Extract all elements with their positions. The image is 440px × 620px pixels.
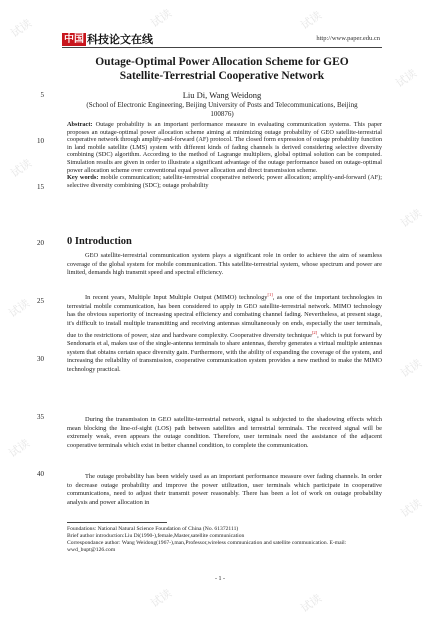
footnote-correspondence: Correspondance author: Wang Weidong(1967-),man,Professor,wireless communication and satellite communication. E-mail: wwd_bupt@126.com	[67, 540, 347, 553]
affiliation	[62, 101, 382, 118]
authors: Liu Di, Wang Weidong	[182, 90, 262, 100]
watermark: 试读	[398, 206, 425, 231]
watermark: 试读	[298, 591, 325, 616]
site-logo[interactable]	[62, 32, 153, 46]
line-number: 15	[37, 183, 44, 191]
citation-2[interactable]: [2]	[311, 329, 318, 335]
footnotes	[67, 526, 382, 554]
section-heading: 0 Introduction	[67, 236, 132, 247]
watermark: 试读	[6, 296, 33, 321]
watermark: 试读	[398, 356, 425, 381]
logo-black-text: 科技论文在线	[87, 32, 153, 46]
watermark: 试读	[8, 16, 35, 41]
keywords-paragraph	[67, 174, 382, 189]
footnote-author: Brief author introduction:Liu Di(1990-),female,Master,satellite communication	[67, 533, 245, 539]
footnote-foundation: Foundations: National Natural Science Foundation of China (No. 61372111)	[67, 526, 239, 532]
line-number: 35	[37, 413, 44, 421]
title-line-2: Satellite-Terrestrial Cooperative Network	[119, 70, 325, 82]
line-number: 20	[37, 239, 44, 247]
watermark: 试读	[148, 6, 175, 31]
watermark: 试读	[393, 66, 420, 91]
site-url[interactable]: http://www.paper.edu.cn	[316, 35, 380, 42]
footnote-divider	[67, 522, 167, 523]
watermark: 试读	[398, 496, 425, 521]
line-number: 10	[37, 137, 44, 145]
watermark: 试读	[148, 586, 175, 611]
line-number: 30	[37, 355, 44, 363]
abstract-paragraph	[67, 121, 382, 174]
keywords-text: mobile communication; satellite-terrestrial cooperative network; power allocation; amplify-and-forward (AF); selective diversity combining (SDC); outage probability	[67, 174, 382, 189]
abstract	[67, 121, 382, 189]
citation-1[interactable]: [1]	[267, 292, 273, 297]
intro-paragraph-2	[67, 291, 382, 375]
watermark: 试读	[6, 436, 33, 461]
page-header	[0, 0, 440, 46]
intro-paragraph-4: The outage probability has been widely used as an important performance measure over fading channels. In order to decrease outage probability and improve the power utilization, user terminals which participate in cooperative communications, need to adjust their transmit power reasonably. There has been a lot of work on outage probability analysis and power allocation in	[67, 473, 382, 506]
line-number: 40	[37, 470, 44, 478]
line-number: 25	[37, 297, 44, 305]
logo-red-text: 中国	[64, 33, 84, 45]
keywords-label: Key words:	[67, 174, 99, 182]
watermark: 试读	[8, 156, 35, 181]
intro-paragraph-1: GEO satellite-terrestrial communication system plays a significant role in order to achieve the aim of seamless coverage of the global system for mobile communication. This satellite-terrestrial system, whose spectrum and power are limited, demands high transmit speed and spectral efficiency.	[67, 252, 382, 277]
para2-text-a: In recent years, Multiple Input Multiple Output (MIMO) technology	[85, 294, 268, 302]
intro-paragraph-3: During the transmission in GEO satellite-terrestrial network, signal is subjected to the shadowing effects which mean blocking the line-of-sight (LOS) path between satellites and terrestrial terminals. The received signal will be extremely weak, even appears the outage condition. Therefore, user terminals need the assistance of the adjacent cooperative terminals which exist in better channel condition, to complete the communication.	[67, 416, 382, 449]
title-line-1: Outage-Optimal Power Allocation Scheme for GEO	[95, 56, 349, 68]
header-divider	[62, 47, 382, 48]
page-number: - 1 -	[215, 576, 225, 582]
para2-text-b: , as one of the important technologies in terrestrial mobile communication, has been considered to apply in GEO satellite-terrestrial network. MIMO technology has the obvious superiority of increasing spectral efficiency and combating channel fading. Nevertheless, at present stage, it's difficult to install multiple transmitting and receiving antennas simultaneously on ends, especially the user terminals, due to the restrictions of power, size and hardware complexity. Cooperative diversity technique	[67, 294, 382, 339]
para2-text-c: , which is put forward by Sendonaris et al, makes use of the single-antenna terminals to share antennas, thereby generates a virtual multiple antennas system that obtains certain space diversity gain. Furthermore, with the ability of expanding the coverage of the system, and increasing the reliability of transmission, cooperative communication system provides a new method to make the MIMO technology practical.	[67, 331, 383, 373]
line-number: 5	[40, 91, 44, 99]
abstract-label: Abstract:	[67, 121, 93, 128]
paper-title	[62, 55, 382, 83]
watermark: 试读	[298, 8, 325, 33]
abstract-text: Outage probability is an important performance measure in evaluating communication systems. This paper proposes an outage-optimal power allocation scheme aiming at minimizing outage probability of GEO satellite-terrestrial cooperative network through amplify-and-forward (AF) protocol. The closed form expression of outage probability function in land mobile satellite (LMS) system with different kinds of fading channels is derived considering selective diversity combining (SDC) algorithm. According to the method of Lagrange multipliers, global optimal solution can be computed. Simulation results are given in order to illustrate a significant advantage of the outage performance based on outage-optimal power allocation scheme over conventional equal power allocation and direct transmission scheme.	[67, 121, 382, 174]
affiliation-line-1: (School of Electronic Engineering, Beijing University of Posts and Telecommunications, Beijing	[86, 101, 358, 109]
affiliation-line-2: 100876)	[210, 109, 234, 118]
